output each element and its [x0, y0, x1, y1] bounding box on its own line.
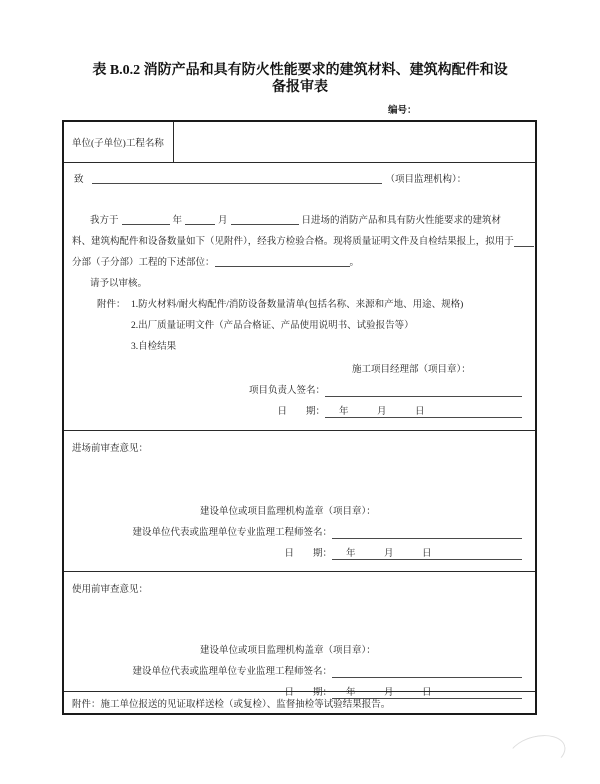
- submission-date-label: 日 期：: [277, 407, 325, 417]
- contractor-stamp-line: 施工项目经理部（项目章）：: [352, 365, 471, 375]
- attachments-label: 附件：: [97, 300, 126, 310]
- pre-entry-date-line: [72, 544, 527, 565]
- attachment-item-3: 3.自检结果: [131, 342, 177, 352]
- addressee-prefix: 致: [74, 175, 84, 185]
- submission-section: [64, 163, 535, 431]
- pre-use-review-section: [64, 572, 535, 698]
- declaration-line2-text: 料、建筑构配件和设备数量如下（见附件），经我方检验合格。现将质量证明文件及自检结果报上，拟用于: [72, 237, 514, 247]
- pre-entry-signature-blank: [332, 523, 522, 539]
- addressee-suffix: （项目监理机构）：: [385, 175, 467, 185]
- pre-entry-date-label: 日 期：: [284, 549, 332, 559]
- pre-entry-date-blank: 年 月 日: [332, 544, 522, 560]
- month-label: 月: [218, 216, 228, 226]
- declaration-we: 我方于: [90, 216, 119, 226]
- form-table: [62, 120, 537, 715]
- pre-use-review-label: 使用前审查意见：: [72, 585, 149, 595]
- declaration-line1-tail: 日进场的消防产品和具有防火性能要求的建筑材: [301, 216, 502, 226]
- submission-date-blank: 年 月 日: [325, 402, 522, 418]
- pre-use-signature-blank: [332, 662, 522, 678]
- form-title-line2: 备报审表: [272, 80, 328, 95]
- declaration-line1: [72, 211, 527, 232]
- attachment-item-2: 2.出厂质量证明文件（产品合格证、产品使用说明书、试验报告等）: [131, 321, 414, 331]
- pre-entry-stamp-line: 建设单位或项目监理机构盖章（项目章）：: [200, 507, 376, 517]
- pre-entry-signature-line: [72, 523, 527, 544]
- declaration-line3: [72, 253, 527, 274]
- attachments-block: [72, 295, 527, 358]
- month-blank-line: [185, 212, 215, 225]
- attachments-list: [131, 295, 463, 358]
- addressee-line: [74, 171, 527, 188]
- serial-label: 编号：: [388, 106, 417, 116]
- location-label: 分部（子分部）工程的下述部位：: [72, 258, 215, 268]
- pre-use-date-blank: 年 月 日: [332, 683, 522, 699]
- scan-artifact-arc: [505, 729, 570, 776]
- pre-entry-review-section: [64, 431, 535, 572]
- review-request-line: 请予以审核。: [90, 279, 148, 289]
- attachment-item-1: 1.防火材料/耐火构配件/消防设备数量清单(包括名称、来源和产地、用途、规格): [131, 300, 464, 310]
- serial-number-row: [0, 102, 600, 116]
- year-label: 年: [172, 216, 183, 226]
- project-name-value: [174, 122, 535, 162]
- project-manager-signature-line: [72, 381, 527, 402]
- project-name-row: [64, 122, 535, 163]
- project-name-label: 单位(子单位)工程名称: [64, 122, 174, 162]
- pre-use-signature-line: [72, 662, 527, 683]
- declaration-paragraph: [72, 211, 527, 423]
- pre-entry-review-label: 进场前审查意见：: [72, 444, 149, 454]
- addressee-blank-line: [92, 171, 382, 184]
- submission-date-line: [72, 402, 527, 423]
- footer-note: 附件：施工单位报送的见证取样送检（或复检）、监督抽检等试验结果报告。: [72, 700, 391, 710]
- form-title: [0, 0, 600, 96]
- pre-use-date-label: 日 期：: [284, 688, 332, 698]
- subdivision-blank-line: [514, 232, 534, 247]
- declaration-line2: [72, 232, 527, 253]
- pre-entry-signature-label: 建设单位代表或监理单位专业监理工程师签名：: [132, 528, 332, 538]
- pre-use-signature-label: 建设单位代表或监理单位专业监理工程师签名：: [132, 667, 332, 677]
- day-blank-line: [231, 212, 299, 225]
- year-blank-line: [122, 212, 170, 225]
- project-manager-signature-label: 项目负责人签名：: [248, 386, 325, 396]
- pre-use-stamp-line: 建设单位或项目监理机构盖章（项目章）：: [200, 646, 376, 656]
- location-blank-line: [215, 254, 350, 267]
- declaration-line3-end: 。: [349, 258, 360, 268]
- project-manager-signature-blank: [325, 381, 522, 397]
- form-title-line1: 表 B.0.2 消防产品和具有防火性能要求的建筑材料、建筑构配件和设: [92, 63, 508, 78]
